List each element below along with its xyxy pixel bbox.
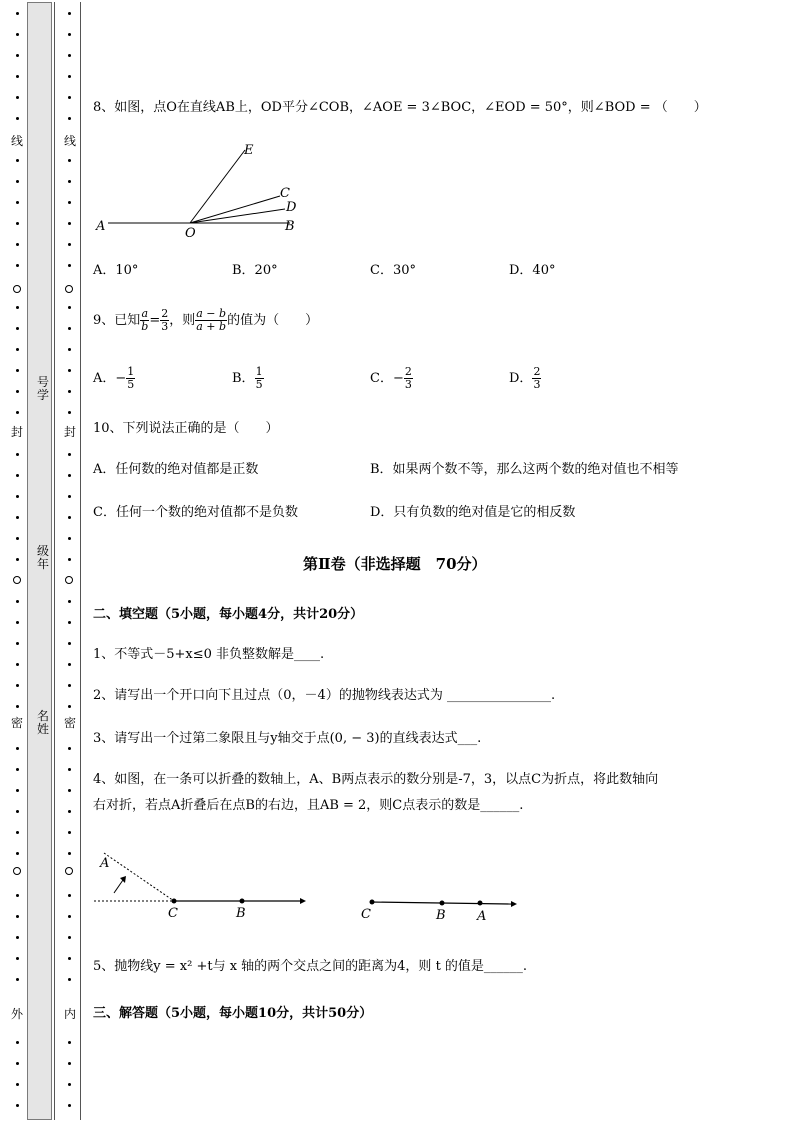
binding-dot (16, 516, 19, 519)
outer-label-mi: 密 (10, 716, 23, 730)
binding-dot (68, 1041, 71, 1044)
binding-dot (16, 159, 19, 162)
binding-dot (16, 369, 19, 372)
binding-dot (68, 1083, 71, 1086)
binding-dot (68, 33, 71, 36)
q8-option-c: C．30° (370, 263, 416, 278)
binding-dot (68, 75, 71, 78)
label-c: C (280, 186, 290, 201)
binding-dot (68, 390, 71, 393)
binding-dot (16, 747, 19, 750)
q9-equals: = (149, 313, 161, 328)
q9-mid: ，则 (169, 313, 196, 328)
binding-ring (13, 576, 21, 584)
q9-expression-fraction: $\frac{a - b}{a + b}$ (196, 307, 227, 333)
inner-label-xian: 线 (63, 134, 76, 148)
outer-label-xian: 线 (10, 134, 23, 148)
outer-label-wai: 外 (10, 1007, 23, 1021)
binding-dot (68, 516, 71, 519)
fold-figure-left (90, 845, 310, 925)
q8-option-d: D．40° (509, 263, 556, 278)
label-e: E (244, 143, 254, 158)
binding-ring (13, 285, 21, 293)
fold-arrow-shaft (114, 880, 123, 893)
label-b: B (236, 906, 246, 921)
binding-dot (68, 243, 71, 246)
binding-ring (65, 285, 73, 293)
binding-dot (16, 558, 19, 561)
binding-ring (65, 576, 73, 584)
field-label-name: 名姓 (36, 709, 49, 736)
binding-dot (16, 348, 19, 351)
binding-dot (68, 852, 71, 855)
inner-label-mi: 密 (63, 716, 76, 730)
binding-dot (68, 600, 71, 603)
folded-segment-dotted (104, 853, 174, 901)
sidebar-rule-left (54, 2, 55, 1120)
binding-dot (16, 180, 19, 183)
binding-ring (65, 867, 73, 875)
binding-dot (68, 915, 71, 918)
binding-dot (68, 642, 71, 645)
binding-dot (68, 894, 71, 897)
q9-option-c: C．− $\frac{2}{3}$ (370, 365, 412, 391)
q9-option-d: D． $\frac{2}{3}$ (509, 365, 541, 391)
binding-dot (68, 96, 71, 99)
label-c: C (361, 907, 371, 922)
outer-label-feng: 封 (10, 425, 23, 439)
axis-arrow (511, 901, 517, 907)
binding-dot (16, 495, 19, 498)
fill-question-3: 3、请写出一个过第二象限且与y轴交于点(0, − 3)的直线表达式___. (93, 731, 482, 746)
binding-dot (68, 621, 71, 624)
binding-dot (16, 768, 19, 771)
binding-dot (68, 558, 71, 561)
ray-od (190, 209, 285, 223)
binding-dot (16, 600, 19, 603)
binding-dot (68, 411, 71, 414)
q9-option-a: A．− $\frac{1}{5}$ (93, 365, 135, 391)
binding-dot (16, 33, 19, 36)
fill-question-4-line2: 右对折，若点A折叠后在点B的右边，且AB = 2，则C点表示的数是______. (93, 798, 524, 813)
binding-dot (16, 705, 19, 708)
ray-oe (190, 150, 245, 223)
binding-dot (68, 747, 71, 750)
binding-dot (16, 936, 19, 939)
binding-dot (16, 411, 19, 414)
q8-option-b: B．20° (232, 263, 278, 278)
binding-dot (68, 495, 71, 498)
binding-dot (16, 684, 19, 687)
binding-dot (16, 789, 19, 792)
sidebar-rule-right (80, 2, 81, 1120)
binding-dot (16, 201, 19, 204)
binding-dot (16, 642, 19, 645)
inner-label-feng: 封 (63, 425, 76, 439)
binding-dot (16, 54, 19, 57)
binding-dot (16, 852, 19, 855)
binding-ring (13, 867, 21, 875)
label-a: A (477, 909, 487, 924)
label-a: A (96, 219, 106, 234)
binding-dot (16, 810, 19, 813)
question-10-text: 10、下列说法正确的是（ ） (93, 421, 279, 436)
binding-dot (16, 957, 19, 960)
q9-suffix: 的值为（ ） (227, 313, 319, 328)
label-b: B (436, 908, 446, 923)
question-9-text (93, 306, 318, 336)
binding-dot (68, 453, 71, 456)
point-b (440, 901, 445, 906)
binding-dot (68, 327, 71, 330)
q8-option-a: A．10° (93, 263, 139, 278)
binding-dot (68, 663, 71, 666)
binding-dot (16, 117, 19, 120)
binding-dot (68, 306, 71, 309)
binding-dot (16, 537, 19, 540)
binding-dot (68, 54, 71, 57)
binding-dot (16, 1083, 19, 1086)
axis-arrow (300, 898, 306, 904)
ray-oc (190, 196, 280, 223)
binding-dot (16, 474, 19, 477)
binding-dot (16, 831, 19, 834)
binding-dot (68, 348, 71, 351)
binding-dot (16, 222, 19, 225)
label-o: O (185, 226, 196, 240)
binding-dot (68, 159, 71, 162)
q9-option-b: B． $\frac{1}{5}$ (232, 365, 263, 391)
binding-dot (16, 264, 19, 267)
binding-dot (68, 936, 71, 939)
binding-dot (16, 12, 19, 15)
inner-label-nei: 内 (63, 1007, 76, 1021)
binding-dot (68, 474, 71, 477)
point-b (240, 899, 245, 904)
binding-dot (68, 1062, 71, 1065)
binding-dot (68, 12, 71, 15)
binding-dot (16, 621, 19, 624)
binding-dot (68, 117, 71, 120)
fill-question-1: 1、不等式－5+x≤0 非负整数解是____. (93, 647, 325, 662)
field-label-student-number: 号学 (36, 375, 49, 402)
binding-dot (16, 390, 19, 393)
binding-dot (68, 957, 71, 960)
binding-dot (16, 1104, 19, 1107)
binding-dot (68, 369, 71, 372)
binding-dot (16, 96, 19, 99)
binding-dot (68, 768, 71, 771)
binding-dot (68, 201, 71, 204)
section-2-heading: 二、填空题（5小题，每小题4分，共计20分） (93, 607, 364, 622)
binding-dot (16, 453, 19, 456)
binding-dot (16, 894, 19, 897)
binding-dot (16, 663, 19, 666)
binding-dot (68, 264, 71, 267)
q10-option-d: D．只有负数的绝对值是它的相反数 (370, 505, 576, 520)
fold-figure-right (356, 888, 526, 928)
binding-dot (68, 789, 71, 792)
angle-figure (90, 138, 310, 240)
binding-dot (68, 684, 71, 687)
binding-dot (68, 537, 71, 540)
label-b: B (285, 219, 295, 234)
q9-prefix: 9、已知 (93, 313, 141, 328)
fold-arrow-head (120, 876, 126, 883)
question-8-text: 8、如图，点O在直线AB上，OD平分∠COB，∠AOE = 3∠BOC，∠EOD = 50°，则∠BOD = （ ） (93, 100, 707, 115)
section-3-heading: 三、解答题（5小题，每小题10分，共计50分） (93, 1006, 373, 1021)
q9-value-fraction: $\frac{2}{3}$ (161, 307, 169, 333)
fill-question-2: 2、请写出一个开口向下且过点（0，－4）的抛物线表达式为 ________________. (93, 688, 556, 703)
binding-dot (16, 915, 19, 918)
binding-dot (16, 306, 19, 309)
binding-dot (68, 831, 71, 834)
binding-dot (16, 327, 19, 330)
fill-question-4-line1: 4、如图，在一条可以折叠的数轴上，A、B两点表示的数分别是-7，3，以点C为折点，将此数轴向 (93, 772, 659, 787)
label-c: C (168, 906, 178, 921)
q9-condition-fraction: $\frac{a}{b}$ (141, 307, 149, 333)
fill-question-5: 5、抛物线y = x² +t与 x 轴的两个交点之间的距离为4，则 t 的值是______. (93, 959, 528, 974)
binding-dot (68, 810, 71, 813)
binding-dot (68, 978, 71, 981)
binding-dot (68, 222, 71, 225)
point-a (478, 901, 483, 906)
point-c (172, 899, 177, 904)
binding-dot (16, 978, 19, 981)
binding-dot (68, 180, 71, 183)
binding-dot (16, 243, 19, 246)
label-a: A (100, 856, 110, 871)
binding-dot (16, 75, 19, 78)
binding-dot (68, 705, 71, 708)
binding-dot (68, 1104, 71, 1107)
part-2-title: 第Ⅱ卷（非选择题 70分） (303, 555, 487, 573)
field-label-grade: 级年 (36, 544, 49, 571)
q10-option-b: B．如果两个数不等，那么这两个数的绝对值也不相等 (370, 462, 679, 477)
binding-dot (16, 1062, 19, 1065)
label-d: D (286, 200, 297, 215)
q10-option-a: A．任何数的绝对值都是正数 (93, 462, 259, 477)
q10-option-c: C．任何一个数的绝对值都不是负数 (93, 505, 298, 520)
binding-dot (16, 1041, 19, 1044)
point-c (370, 900, 375, 905)
